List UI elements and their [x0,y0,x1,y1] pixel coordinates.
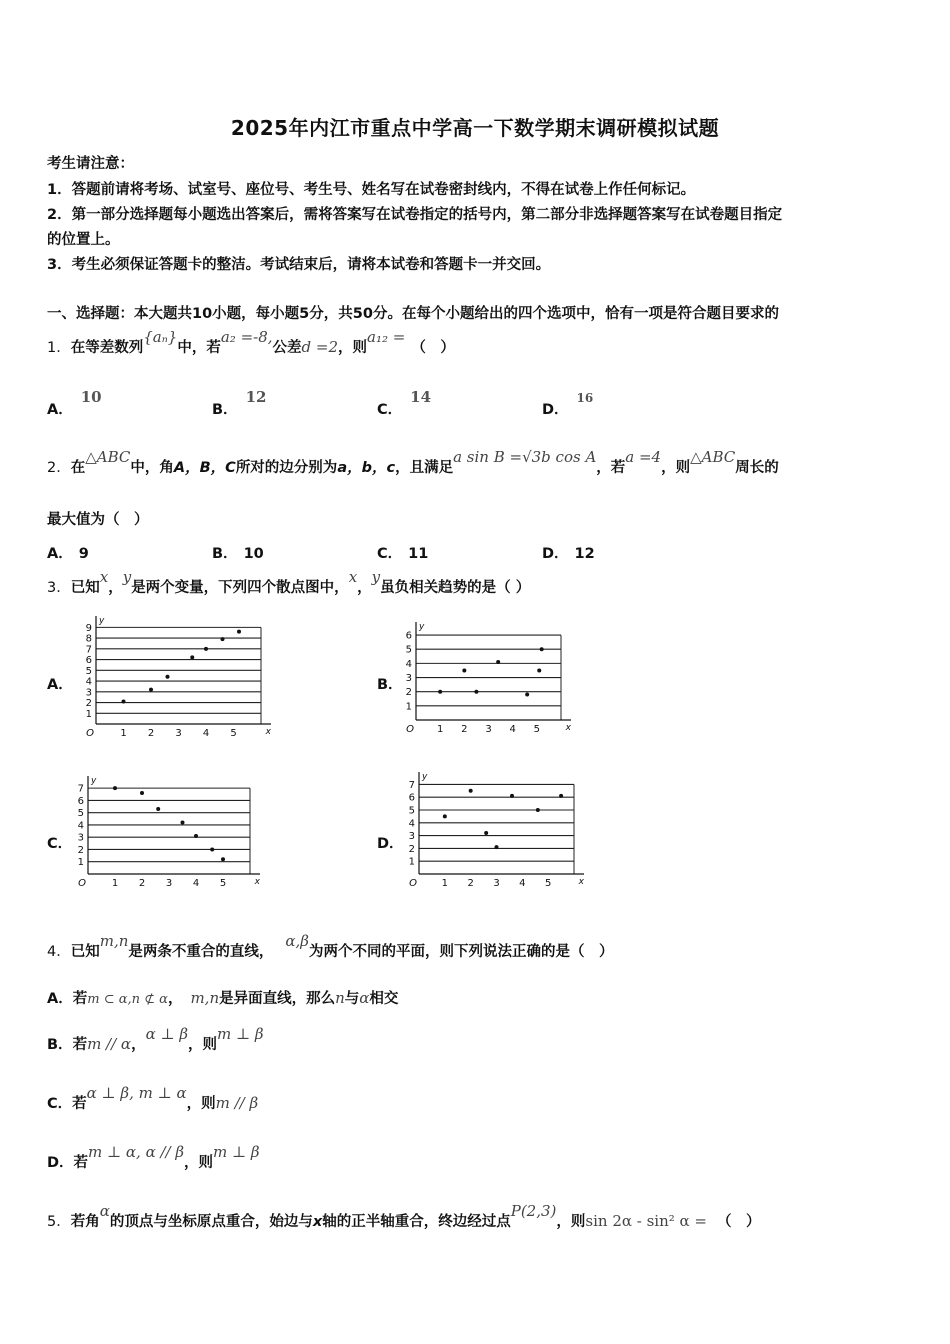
question-4-option-b: B．若m // α，α ⊥ β，则m ⊥ β [47,1025,264,1053]
x-tick-label: 1 [111,878,119,889]
data-point [525,693,529,697]
x-tick-label: 4 [519,878,526,889]
q-text: 公差 [272,340,302,356]
math: d =2 [301,338,339,356]
question-2-line2: 最大值为（ ） [47,512,149,528]
x-tick-label: 1 [120,728,127,739]
data-point [221,637,225,641]
y-tick-label: 5 [85,665,92,677]
x-tick-label: 1 [441,878,449,889]
option-b: B．12 [212,388,267,418]
question-3: 3．已知x，y是两个变量，下列四个散点图中，x，y虽负相关趋势的是（ ） [47,568,531,596]
data-point [149,688,153,692]
y-axis-label: y [99,616,105,626]
data-point [438,690,442,694]
data-point [140,791,144,795]
x-tick-label: 4 [509,724,516,735]
origin-label: O [78,878,86,889]
notice-item: 的位置上。 [47,232,120,248]
y-tick-label: 2 [408,843,415,855]
chart-label-a: A． [47,677,73,693]
option-a: A．10 [47,388,102,418]
x-tick-label: 4 [192,878,200,889]
x-tick-label: 3 [175,728,182,739]
data-point [237,630,241,634]
question-5: 5．若角α的顶点与坐标原点重合，始边与x轴的正半轴重合，终边经过点P(2,3)，则sin 2α - sin² α = （ ） [47,1202,761,1230]
data-point [495,845,499,849]
y-axis-label: y [91,776,97,786]
notice-item: 2．第一部分选择题每小题选出答案后，需将答案写在试卷指定的括号内，第二部分非选择题答案写在试卷题目指定 [47,207,783,223]
data-point [122,699,126,703]
x-axis-label: x [565,723,571,733]
data-point [194,834,198,838]
y-tick-label: 3 [408,831,415,843]
question-4: 4．已知m,n是两条不重合的直线，α,β为两个不同的平面，则下列说法正确的是（ ） [47,932,614,960]
y-tick-label: 9 [85,622,92,634]
data-point [559,794,563,798]
scatter-chart-a [80,614,275,742]
data-point [221,857,225,861]
math: a₂ =-8, [220,328,273,346]
y-tick-label: 3 [405,673,412,685]
x-tick-label: 2 [147,728,155,739]
question-2: 2．在△ABC中，角A，B，C所对的边分别为a，b，c，且满足a sin B =√3b cos A，若a =4，则△ABC周长的 [47,448,779,476]
notice-heading: 考生请注意： [47,156,134,172]
x-tick-label: 5 [544,878,552,889]
data-point [462,668,466,672]
y-tick-label: 7 [85,644,92,656]
chart-label-c: C． [47,836,73,852]
x-axis-label: x [265,727,271,737]
data-point [166,675,170,679]
x-tick-label: 2 [138,878,146,889]
page-title: 2025年内江市重点中学高一下数学期末调研模拟试题 [230,116,720,140]
y-tick-label: 8 [85,633,92,645]
data-point [484,831,488,835]
data-point [204,647,208,651]
chart-label-d: D． [377,836,404,852]
x-axis-label: x [254,877,260,887]
question-1 [47,328,455,357]
math: {aₙ} [143,328,178,346]
q-text: 在等差数列 [70,340,144,356]
option-c: C．14 [377,388,432,418]
y-tick-label: 6 [85,655,92,667]
option-c: C． 11 [377,546,429,562]
y-axis-label: y [422,772,428,782]
option-a: A． 9 [47,546,89,562]
y-tick-label: 6 [405,630,412,642]
x-tick-label: 5 [230,728,237,739]
option-d: D． 12 [542,546,595,562]
math: a₁₂ = [367,328,406,346]
origin-label: O [409,878,417,889]
data-point [210,847,214,851]
data-point [113,786,117,790]
y-tick-label: 2 [77,844,84,856]
y-tick-label: 1 [405,701,412,713]
x-tick-label: 4 [202,728,210,739]
y-tick-label: 4 [405,658,412,670]
x-tick-label: 3 [165,878,173,889]
x-tick-label: 1 [436,724,444,735]
y-tick-label: 6 [408,792,415,804]
data-point [469,789,473,793]
q-text: 中，若 [177,340,221,356]
y-tick-label: 6 [77,795,84,807]
question-number: 1． [47,340,71,356]
x-tick-label: 3 [493,878,500,889]
data-point [536,808,540,812]
data-point [181,820,185,824]
scatter-chart-c [72,774,264,892]
y-tick-label: 5 [405,644,412,656]
x-tick-label: 5 [533,724,541,735]
y-tick-label: 5 [77,808,84,820]
chart-label-b: B． [377,677,403,693]
y-tick-label: 7 [77,783,84,795]
y-tick-label: 3 [77,832,84,844]
x-axis-label: x [578,877,584,887]
data-point [474,690,478,694]
y-tick-label: 3 [85,687,92,699]
question-4-option-c: C．若α ⊥ β, m ⊥ α，则m // β [47,1084,259,1112]
y-tick-label: 4 [77,820,84,832]
option-b: B． 10 [212,546,264,562]
data-point [496,660,500,664]
scatter-chart-d [403,770,588,892]
data-point [443,814,447,818]
notice-item: 3．考生必须保证答题卡的整洁。考试结束后，请将本试卷和答题卡一并交回。 [47,257,551,273]
y-tick-label: 4 [85,676,92,688]
y-tick-label: 2 [405,687,412,699]
x-tick-label: 2 [467,878,474,889]
origin-label: O [86,728,94,739]
option-d: D．$^{16}$ [542,391,594,418]
question-4-option-d: D．若m ⊥ α, α // β，则m ⊥ β [47,1143,260,1171]
origin-label: O [406,724,414,735]
x-tick-label: 2 [461,724,468,735]
data-point [190,655,194,659]
y-tick-label: 5 [408,805,415,817]
y-tick-label: 2 [85,698,92,710]
y-tick-label: 1 [85,708,92,720]
data-point [156,807,160,811]
q-text: ，则 [338,340,368,356]
x-tick-label: 5 [219,878,227,889]
scatter-chart-b [400,620,575,738]
y-axis-label: y [419,622,425,632]
y-tick-label: 4 [408,818,415,830]
y-tick-label: 1 [408,856,415,868]
data-point [537,668,541,672]
x-tick-label: 3 [485,724,492,735]
section-heading: 一、选择题：本大题共10小题，每小题5分，共50分。在每个小题给出的四个选项中，恰有一项是符合题目要求的 [47,306,779,322]
y-tick-label: 7 [408,779,415,791]
q-text: （ ） [411,340,455,356]
question-4-option-a: A．若m ⊂ α,n ⊄ α， m,n是异面直线，那么n与α相交 [47,989,399,1007]
y-tick-label: 1 [77,857,84,869]
data-point [540,647,544,651]
data-point [510,794,514,798]
notice-item: 1．答题前请将考场、试室号、座位号、考生号、姓名写在试卷密封线内，不得在试卷上作任何标记。 [47,182,696,198]
